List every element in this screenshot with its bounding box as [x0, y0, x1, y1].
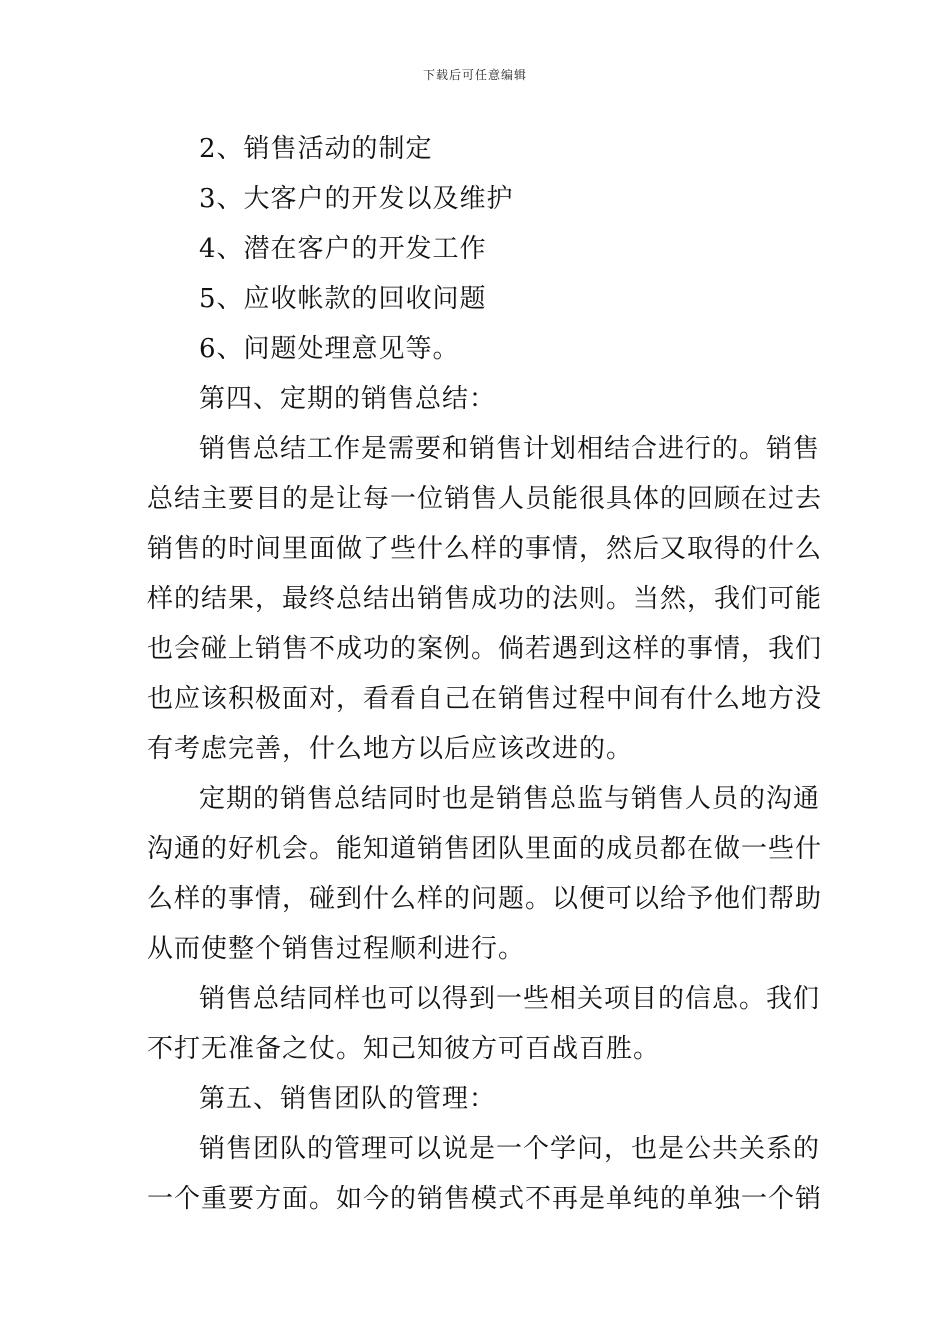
- paragraph-line: 定期的销售总结同时也是销售总监与销售人员的沟通: [199, 784, 821, 814]
- section-heading-4: 第四、定期的销售总结：: [199, 384, 497, 414]
- section-heading-5: 第五、销售团队的管理：: [199, 1084, 497, 1114]
- paragraph-line: 么样的事情，碰到什么样的问题。以便可以给予他们帮助: [147, 884, 823, 914]
- paragraph-summary-work: [147, 424, 823, 774]
- paragraph-line: 样的结果，最终总结出销售成功的法则。当然，我们可能: [147, 584, 823, 614]
- paragraph-line: 有考虑完善，什么地方以后应该改进的。: [147, 734, 634, 764]
- paragraph-periodic-summary: [147, 774, 823, 974]
- paragraph-line: 销售总结同样也可以得到一些相关项目的信息。我们: [199, 984, 821, 1014]
- paragraph-line: 总结主要目的是让每一位销售人员能很具体的回顾在过去: [147, 484, 823, 514]
- paragraph-team-management: [147, 1124, 823, 1224]
- paragraph-line: 销售团队的管理可以说是一个学问，也是公共关系的: [199, 1134, 821, 1164]
- list-item: 5、应收帐款的回收问题: [199, 284, 487, 314]
- paragraph-line: 一个重要方面。如今的销售模式不再是单纯的单独一个销: [147, 1184, 823, 1214]
- paragraph-line: 也会碰上销售不成功的案例。倘若遇到这样的事情，我们: [147, 634, 823, 664]
- page-header: 下载后可任意编辑: [422, 68, 527, 82]
- paragraph-line: 销售的时间里面做了些什么样的事情，然后又取得的什么: [147, 534, 823, 564]
- paragraph-line: 从而使整个销售过程顺利进行。: [147, 934, 526, 964]
- list-item: 2、销售活动的制定: [199, 134, 433, 164]
- document-body: [147, 124, 823, 1224]
- paragraph-line: 销售总结工作是需要和销售计划相结合进行的。销售: [199, 434, 821, 464]
- list-item: 4、潜在客户的开发工作: [199, 234, 487, 264]
- paragraph-project-info: [147, 974, 821, 1074]
- paragraph-line: 沟通的好机会。能知道销售团队里面的成员都在做一些什: [147, 834, 823, 864]
- paragraph-line: 不打无准备之仗。知己知彼方可百战百胜。: [147, 1034, 661, 1064]
- list-item: 3、大客户的开发以及维护: [199, 184, 514, 214]
- paragraph-line: 也应该积极面对，看看自己在销售过程中间有什么地方没: [147, 684, 823, 714]
- list-item: 6、问题处理意见等。: [199, 334, 460, 364]
